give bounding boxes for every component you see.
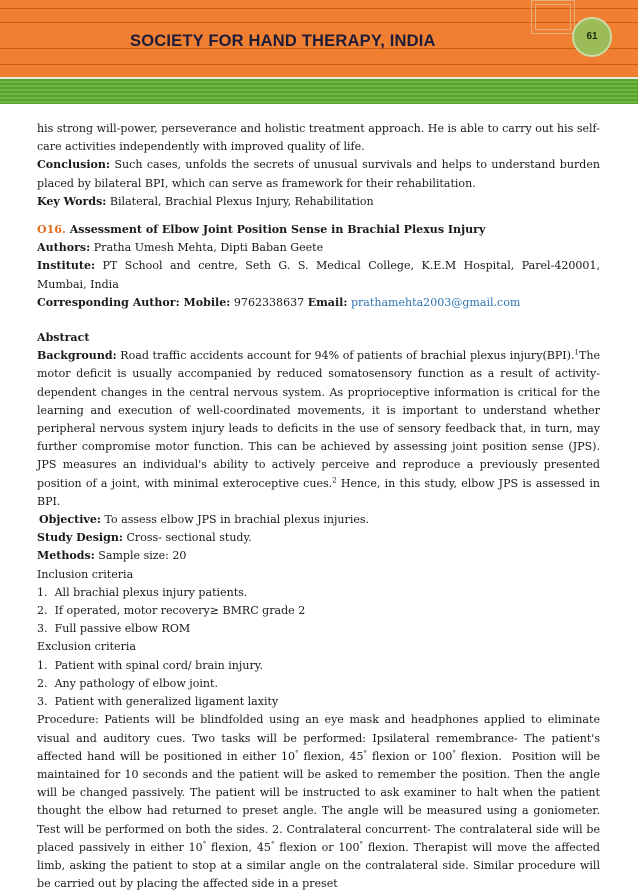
authors-line [37,239,600,257]
reference-2: 2 [332,475,337,484]
authors-text: Pratha Umesh Mehta, Dipti Baban Geete [90,241,324,255]
keywords-text: Bilateral, Brachial Plexus Injury, Rehabilitation [106,194,374,208]
study-design-text: Cross- sectional study. [122,531,252,545]
objective-line [37,511,600,529]
background-label: Background: [37,349,117,363]
email-link[interactable]: prathamehta2003@gmail.com [347,295,521,309]
procedure-paragraph: Procedure: Patients will be blindfolded using an eye mask and headphones applied to eliminate visual and auditory cues. Two tasks will be performed: Ipsilateral remembrance- The patient's affected hand will be positioned in either 10° flexion, 45° flexion or 100° flexion. Position will be maintained for 10 seconds and the patient will be asked to remember the position. Then the angle will be changed passively. The patient will be instructed to ask examiner to halt when the patient thought the elbow had returned to preset angle. The angle will be measured using a goniometer. Test will be performed on both the sides. 2. Contralateral concurrent- The contralateral side will be placed passively in either 10° flexion, 45° flexion or 100° flexion. Therapist will move the affected limb, asking the patient to stop at a similar angle on the contralateral side. Similar procedure will be carried out by placing the affected side in a preset [37,713,601,891]
page-number-badge: 61 [572,17,612,57]
institute-text: PT School and centre, Seth G. S. Medical College, K.E.M Hospital, Parel-420001, Mumbai, India [37,259,600,291]
methods-line [37,547,600,565]
journal-title: SOCIETY FOR HAND THERAPY, INDIA [130,32,436,50]
authors-label: Authors: [37,241,91,255]
green-stripe-band [0,79,638,104]
email-label: Email: [307,295,348,309]
page-header [0,0,638,104]
list-item: 3. Patient with generalized ligament laxity [37,695,279,709]
background-paragraph [37,347,600,511]
corresponding-label: Corresponding Author: Mobile: [37,295,231,309]
article-title-text: Assessment of Elbow Joint Position Sense in Brachial Plexus Injury [65,223,486,237]
article-title [37,221,600,239]
list-item: 2. If operated, motor recovery≥ BMRC grade 2 [37,604,306,618]
institute-label: Institute: [37,259,96,273]
institute-line [37,257,600,293]
study-design-line [37,529,600,547]
exclusion-heading: Exclusion criteria [37,640,136,654]
article-code: O16. [37,223,66,237]
list-item: 2. Any pathology of elbow joint. [37,676,218,690]
page-body [37,120,600,893]
background-text-c: Hence, in this study, elbow JPS is assessed in BPI. [37,476,601,508]
conclusion-paragraph [37,156,600,192]
decorative-square-inner [535,4,571,30]
abstract-heading: Abstract [37,331,90,345]
corresponding-line [37,294,600,312]
keywords-line [37,193,600,211]
reference-1: 1 [574,348,579,357]
list-item: 1. Patient with spinal cord/ brain injury. [37,658,264,672]
study-design-label: Study Design: [37,531,123,545]
objective-text: To assess elbow JPS in brachial plexus injuries. [100,513,370,527]
methods-label: Methods: [37,549,95,563]
methods-text: Sample size: 20 [94,549,187,563]
conclusion-text: Such cases, unfolds the secrets of unusual survivals and helps to understand burden placed by bilateral BPI, which can serve as framework for their rehabilitation. [37,158,600,190]
background-text-a: Road traffic accidents account for 94% of patients of brachial plexus injury(BPI). [116,349,575,363]
list-item: 1. All brachial plexus injury patients. [37,585,248,599]
mobile-number: 9762338637 [230,295,308,309]
objective-label: Objective: [39,513,101,527]
list-item: 3. Full passive elbow ROM [37,622,191,636]
intro-paragraph: his strong will-power, perseverance and holistic treatment approach. He is able to carry out his self-care activities independently with improved quality of life. [37,122,600,154]
keywords-label: Key Words: [37,194,107,208]
background-text-b: The motor deficit is usually accompanied by reduced somatosensory function as a result of activity-dependent changes in the central nervous system. As proprioceptive information is critical for the learning and execution of well-coordinated movements, it is important to understand whether peripheral nervous system injury leads to deficits in the use of sensory feedback that, in turn, may further compromise motor function. This can be achieved by assessing joint position sense (JPS). JPS measures an individual's ability to actively perceive and reproduce a previously presented position of a joint, with minimal exteroceptive cues. [37,349,600,490]
conclusion-label: Conclusion: [37,158,111,172]
inclusion-heading: Inclusion criteria [37,567,134,581]
